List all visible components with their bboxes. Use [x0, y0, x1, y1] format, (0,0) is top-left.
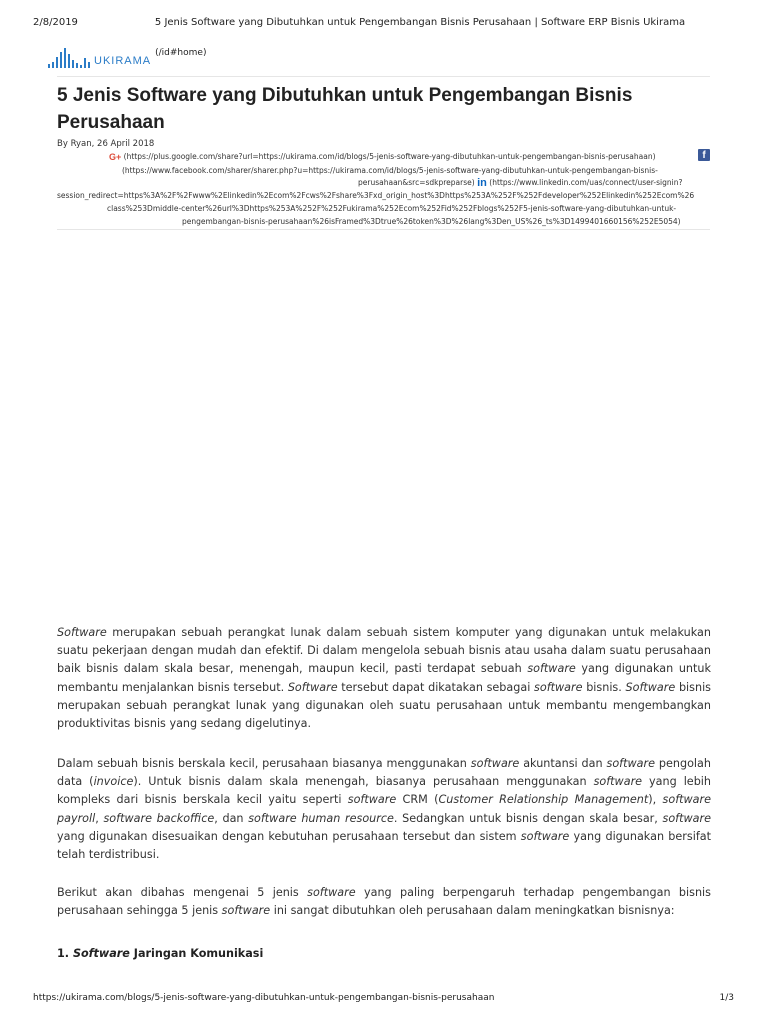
- text: ). Untuk bisnis dalam skala menengah, biasanya perusahaan menggunakan: [133, 775, 594, 789]
- share-linkedin-link[interactable]: session_redirect=https%3A%2F%2Fwww%2Elinkedin%2Ecom%2Fcws%2Fshare%3Fxd_origin_host%3Dhttps%253A%252F%252Fdeveloper%252Elinkedin%252Ecom%26: [57, 191, 695, 200]
- share-google-plus-link[interactable]: [109, 151, 656, 163]
- google-plus-icon: G+: [109, 151, 122, 162]
- google-plus-url: (https://plus.google.com/share?url=https://ukirama.com/id/blogs/5-jenis-software-yang-dibutuhkan-untuk-pengembangan-bisnis-perusahaan): [123, 152, 656, 161]
- text: yang paling berpengaruh terhadap pengembangan bisnis perusahaan sehingga 5 jenis: [57, 886, 711, 918]
- share-divider: [57, 229, 710, 230]
- em-text: software: [534, 680, 583, 694]
- linkedin-url-start: (https://www.linkedin.com/uas/connect/user-signin?: [489, 178, 683, 187]
- em-text: software backoffice: [103, 811, 215, 825]
- heading-number: 1.: [57, 947, 73, 960]
- article-meta: By Ryan, 26 April 2018: [57, 139, 155, 149]
- paragraph-list-intro: [57, 884, 711, 920]
- em-text: software: [520, 829, 570, 843]
- share-linkedin-link-cont[interactable]: class%253Dmiddle-center%26url%3Dhttps%253A%252F%252Fukirama%252Ecom%252Fid%252Fblogs%252F5-jenis-software-yang-dibutuhkan-untuk-: [107, 204, 677, 213]
- facebook-icon[interactable]: f: [698, 149, 710, 161]
- home-link[interactable]: (/id#home): [155, 48, 207, 58]
- heading-em: Software: [72, 947, 130, 960]
- text: ),: [648, 793, 663, 807]
- text: Berikut akan dibahas mengenai 5 jenis: [57, 886, 308, 899]
- ukirama-logo[interactable]: [48, 46, 206, 68]
- print-page-title: 5 Jenis Software yang Dibutuhkan untuk Pengembangan Bisnis Perusahaan | Software ERP Bisnis Ukirama: [154, 17, 686, 28]
- em-text: software: [593, 775, 643, 789]
- em-text: Software: [625, 680, 676, 694]
- em-text: software: [307, 886, 356, 899]
- text: akuntansi dan: [519, 757, 607, 770]
- em-text: Software: [287, 680, 338, 694]
- logo-bars-icon: [48, 48, 90, 68]
- text: bisnis merupakan sebuah perangkat lunak yang digunakan oleh suatu perusahaan untuk membantu mengembangkan produktivitas bisnis yang sedang digelutinya.: [57, 680, 712, 731]
- em-text: software: [527, 662, 576, 676]
- em-text: software: [221, 904, 271, 918]
- text: bisnis.: [582, 680, 626, 694]
- facebook-url-end: perusahaan&src=sdkpreparse): [358, 178, 475, 187]
- paragraph-business-scale: [57, 755, 711, 864]
- text: yang digunakan bersifat telah terdistribusi.: [57, 829, 711, 862]
- text: pengolah data (: [57, 757, 711, 789]
- paragraph-intro: [57, 624, 711, 733]
- logo-wordmark: UKIRAMA: [94, 55, 152, 67]
- header-divider: [57, 76, 710, 77]
- em-text: software human resource: [248, 811, 394, 825]
- em-text: software payroll: [57, 793, 712, 825]
- text: Dalam sebuah bisnis berskala kecil, perusahaan biasanya menggunakan: [57, 757, 471, 770]
- page-number: 1/3: [719, 993, 734, 1003]
- text: yang digunakan disesuaikan dengan kebutuhan perusahaan tersebut dan sistem: [57, 829, 521, 843]
- linkedin-icon: in: [477, 176, 487, 189]
- em-text: Customer Relationship Management: [438, 793, 649, 807]
- em-text: software: [662, 811, 711, 825]
- em-text: software: [470, 757, 520, 770]
- text: ,: [95, 811, 104, 825]
- heading-text: Jaringan Komunikasi: [129, 947, 264, 960]
- share-linkedin-link-end[interactable]: pengembangan-bisnis-perusahaan%26isFramed%3Dtrue%26token%3D%26lang%3Den_US%26_ts%3D1499401660156%252E5054): [182, 217, 681, 226]
- em-text: software: [606, 757, 655, 770]
- text: yang digunakan untuk membantu menjalankan bisnis tersebut.: [57, 662, 711, 694]
- em-text: invoice: [93, 775, 134, 789]
- text: CRM (: [396, 793, 439, 807]
- article-title: 5 Jenis Software yang Dibutuhkan untuk Pengembangan Bisnis Perusahaan: [57, 85, 633, 133]
- share-facebook-link[interactable]: (https://www.facebook.com/sharer/sharer.php?u=https://ukirama.com/id/blogs/5-jenis-software-yang-dibutuhkan-untuk-pengembangan-bisnis-: [122, 166, 658, 175]
- text: . Sedangkan untuk bisnis dengan skala besar,: [393, 811, 663, 825]
- text: ini sangat dibutuhkan oleh perusahaan dalam meningkatkan bisnisnya:: [270, 904, 675, 918]
- share-facebook-link-cont[interactable]: [358, 177, 682, 189]
- em-text: software: [347, 793, 397, 807]
- em-text: Software: [57, 626, 107, 639]
- print-url: https://ukirama.com/blogs/5-jenis-software-yang-dibutuhkan-untuk-pengembangan-bisnis-perusahaan: [33, 993, 495, 1003]
- print-date: 2/8/2019: [33, 17, 78, 28]
- text: yang lebih kompleks dari bisnis berskala kecil yaitu seperti: [57, 775, 711, 807]
- text: , dan: [214, 811, 249, 825]
- section-heading-1: [57, 947, 263, 960]
- text: merupakan sebuah perangkat lunak dalam sebuah sistem komputer yang digunakan untuk melakukan suatu pekerjaan dengan mudah dan efektif. Di dalam mengelola sebuah bisnis atau usaha dalam suatu perusahaan baik bisnis dalam skala besar, menengah, maupun kecil, pasti terdapat sebuah: [57, 626, 711, 676]
- text: tersebut dapat dikatakan sebagai: [337, 680, 535, 694]
